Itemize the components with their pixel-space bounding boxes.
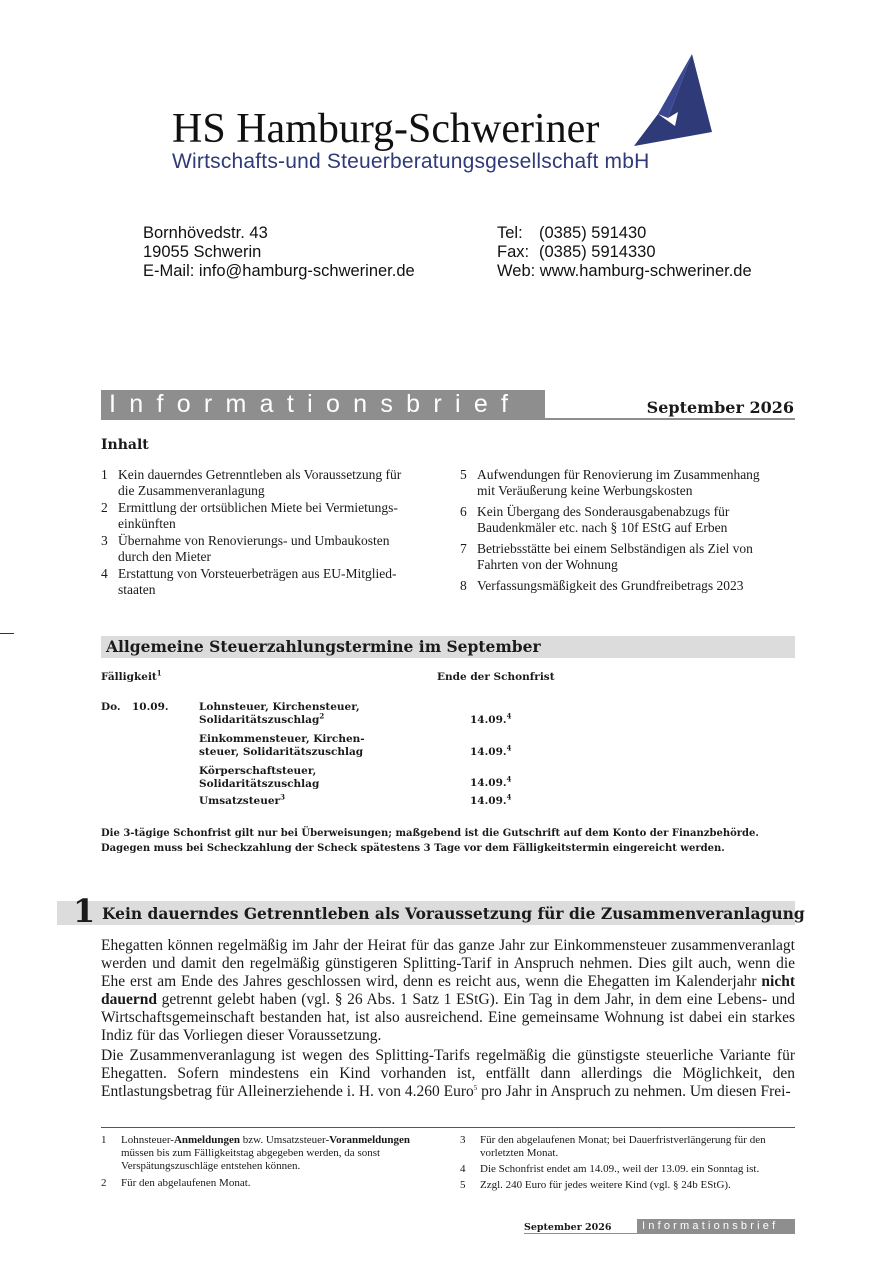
toc-item[interactable] bbox=[460, 578, 795, 594]
text-run: pro Jahr in Anspruch zu nehmen. Um diesen Frei- bbox=[481, 1083, 791, 1100]
tax-row bbox=[199, 765, 319, 791]
title-rule bbox=[101, 418, 795, 420]
toc-line: Betriebsstätte bei einem Selbständigen als Ziel von bbox=[477, 541, 753, 556]
toc-line: Ermittlung der ortsüblichen Miete bei Vermietungs- bbox=[118, 500, 398, 515]
due-date: 10.09. bbox=[132, 701, 169, 713]
footnote-ref: 4 bbox=[506, 743, 512, 753]
web-link[interactable]: Web: www.hamburg-schweriner.de bbox=[497, 262, 752, 280]
footnote-rule bbox=[101, 1127, 795, 1128]
article-heading-bar bbox=[57, 892, 805, 930]
footer-rule bbox=[524, 1233, 795, 1234]
toc-line: Aufwendungen für Renovierung im Zusammenhang bbox=[477, 467, 760, 482]
grace-note bbox=[101, 826, 759, 856]
fax-number: (0385) 5914330 bbox=[539, 243, 656, 261]
toc-line: Kein Übergang des Sonderausgabenabzugs für bbox=[477, 504, 730, 519]
phone-block bbox=[497, 224, 752, 281]
footnote-num: 1 bbox=[101, 1134, 107, 1146]
footnote-ref: 2 bbox=[319, 711, 325, 721]
toc-num: 7 bbox=[460, 541, 467, 556]
grace-date-value: 14.09. bbox=[470, 746, 507, 758]
toc-right-column bbox=[460, 467, 795, 594]
toc-item[interactable] bbox=[460, 467, 795, 504]
tax-type-line: Umsatzsteuer bbox=[199, 795, 281, 807]
footnote-num: 4 bbox=[460, 1163, 466, 1175]
text-run: Lohnsteuer- bbox=[121, 1134, 174, 1146]
toc-item[interactable] bbox=[101, 500, 431, 533]
toc-left-column bbox=[101, 467, 431, 599]
footnote-text: Die Schonfrist endet am 14.09., weil der 13.09. ein Sonntag ist. bbox=[480, 1163, 760, 1175]
tax-row bbox=[199, 701, 360, 727]
tel-number[interactable]: (0385) 591430 bbox=[539, 224, 647, 242]
col-due-label: Fälligkeit bbox=[101, 671, 157, 683]
text-run: Die Zusammenveranlagung ist wegen des Splitting-Tarifs regelmäßig die günstigste steuerliche Variante für Ehegatten. Sofern mindestens ein Kind vorhanden ist, entfällt dann allerdings die Möglichkeit, den Entlastungsbetrag für Alleinerziehende i. H. von 4.260 Euro bbox=[101, 1047, 795, 1100]
toc-line: staaten bbox=[118, 581, 156, 597]
company-subtitle: Wirtschafts-und Steuerberatungsgesellschaft mbH bbox=[172, 150, 650, 173]
tax-type-line: Körperschaftsteuer, bbox=[199, 765, 317, 777]
newsletter-title-bar bbox=[101, 390, 545, 418]
tax-type-line: Solidaritätszuschlag bbox=[199, 778, 320, 790]
toc-item[interactable] bbox=[460, 541, 795, 578]
grace-date bbox=[470, 711, 512, 727]
grace-date-value: 14.09. bbox=[470, 714, 507, 726]
grace-note-line: Die 3-tägige Schonfrist gilt nur bei Überweisungen; maßgebend ist die Gutschrift auf dem Konto der Finanzbehörde. bbox=[101, 828, 759, 839]
due-day: Do. bbox=[101, 701, 121, 713]
address-city: 19055 Schwerin bbox=[143, 243, 262, 261]
toc-num: 3 bbox=[101, 533, 108, 548]
col-due-header bbox=[101, 668, 162, 684]
toc-num: 2 bbox=[101, 500, 108, 515]
article-paragraph bbox=[101, 1047, 795, 1101]
footnote-ref: 3 bbox=[280, 792, 285, 802]
toc-line: die Zusammenveranlagung bbox=[118, 482, 265, 498]
text-run: getrennt gelebt haben (vgl. § 26 Abs. 1 Satz 1 EStG). Ein Tag in dem Jahr, in dem eine Lebens- und Wirtschaftsgemeinschaft bestanden hat, ist also ausreichend. Eine gemeinsame Wohnung ist dabei ein starkes Indiz für das Vorliegen dieser Voraussetzung. bbox=[101, 991, 796, 1044]
tax-type-line: steuer, Solidaritätszuschlag bbox=[199, 746, 364, 758]
footnote-text: Für den abgelaufenen Monat; bei Dauerfristverlängerung für den vorletzten Monat. bbox=[480, 1134, 766, 1159]
toc-num: 1 bbox=[101, 467, 108, 482]
toc-item[interactable] bbox=[460, 504, 795, 541]
footnote-num: 5 bbox=[460, 1179, 466, 1191]
bold-text: nicht dauernd bbox=[101, 973, 795, 1008]
article-paragraph bbox=[101, 937, 795, 1045]
toc-line: Erstattung von Vorsteuerbeträgen aus EU-Mitglied- bbox=[118, 566, 397, 581]
bold-text: Anmeldungen bbox=[173, 1134, 240, 1146]
grace-note-line: Dagegen muss bei Scheckzahlung der Scheck spätestens 3 Tage vor dem Fälligkeitstermin eingereicht werden. bbox=[101, 843, 725, 854]
footnote-ref: 4 bbox=[506, 792, 512, 802]
email-link[interactable]: E-Mail: info@hamburg-schweriner.de bbox=[143, 262, 415, 280]
toc-line: mit Veräußerung keine Werbungskosten bbox=[477, 482, 693, 498]
footer-title-bar bbox=[637, 1219, 795, 1233]
footer-date: September 2026 bbox=[524, 1222, 612, 1233]
bold-text: Voranmeldungen bbox=[329, 1134, 411, 1146]
grace-date bbox=[470, 743, 512, 759]
toc-num: 8 bbox=[460, 578, 467, 593]
text-run: Ehegatten können regelmäßig im Jahr der Heirat für das ganze Jahr zur Einkommensteuer zusammenveranlagt werden und damit den regelmäßig günstigeren Splitting-Tarif in Anspruch nehmen. Dies gilt auch, wenn die Ehe erst am Ende des Jahres geschlossen wird, denn es reicht aus, wenn die Ehegatten im Kalenderjahr bbox=[101, 937, 795, 990]
triangle-logo-icon bbox=[634, 54, 712, 146]
address-street: Bornhövedstr. 43 bbox=[143, 224, 268, 242]
toc-heading: Inhalt bbox=[101, 437, 149, 453]
fax-label: Fax: bbox=[497, 243, 530, 261]
tax-row bbox=[199, 733, 365, 759]
fold-mark bbox=[0, 633, 14, 634]
footnote bbox=[101, 1177, 421, 1190]
footnote-ref: 4 bbox=[506, 774, 512, 784]
footnote-ref: 5 bbox=[473, 1083, 478, 1092]
footnote-ref: 1 bbox=[156, 668, 162, 678]
footnote-text: Für den abgelaufenen Monat. bbox=[121, 1177, 251, 1189]
grace-date-value: 14.09. bbox=[470, 795, 507, 807]
footnotes-right bbox=[460, 1134, 795, 1192]
footnote bbox=[460, 1163, 795, 1176]
text-run: bzw. Umsatzsteuer- bbox=[242, 1134, 330, 1146]
newsletter-date: September 2026 bbox=[646, 398, 794, 417]
article-title: Kein dauerndes Getrenntleben als Voraussetzung für die Zusammenveranlagung bbox=[102, 904, 805, 923]
toc-item[interactable] bbox=[101, 566, 431, 599]
tax-type-line: Einkommensteuer, Kirchen- bbox=[199, 733, 365, 745]
tax-dates-bar bbox=[101, 636, 795, 658]
toc-line: Fahrten von der Wohnung bbox=[477, 556, 618, 572]
toc-line: Baudenkmäler etc. nach § 10f EStG auf Erben bbox=[477, 519, 728, 535]
toc-line: Übernahme von Renovierungs- und Umbaukosten bbox=[118, 533, 390, 548]
footnote-num: 2 bbox=[101, 1177, 107, 1189]
toc-line: einkünften bbox=[118, 515, 176, 531]
grace-date bbox=[470, 774, 512, 790]
tax-dates-heading: Allgemeine Steuerzahlungstermine im September bbox=[106, 637, 541, 656]
footer-title: Informationsbrief bbox=[642, 1220, 779, 1232]
grace-date-value: 14.09. bbox=[470, 777, 507, 789]
footnote-ref: 4 bbox=[506, 711, 512, 721]
footnote-num: 3 bbox=[460, 1134, 466, 1146]
grace-date bbox=[470, 792, 512, 808]
tax-row bbox=[199, 792, 285, 808]
toc-line: durch den Mieter bbox=[118, 548, 211, 564]
tax-type-line: Solidaritätszuschlag bbox=[199, 714, 320, 726]
col-grace-header: Ende der Schonfrist bbox=[437, 671, 555, 683]
tel-label: Tel: bbox=[497, 224, 523, 242]
tax-type-line: Lohnsteuer, Kirchensteuer, bbox=[199, 701, 360, 713]
toc-num: 5 bbox=[460, 467, 467, 482]
footnote bbox=[101, 1134, 421, 1173]
text-run: müssen bis zum Fälligkeitstag abgegeben werden, da sonst Verspätungszuschläge entstehen können. bbox=[121, 1147, 381, 1172]
toc-num: 6 bbox=[460, 504, 467, 519]
article-number: 1 bbox=[73, 892, 96, 930]
toc-item[interactable] bbox=[101, 467, 431, 500]
toc-line: Verfassungsmäßigkeit des Grundfreibetrags 2023 bbox=[477, 578, 744, 593]
footnotes-left bbox=[101, 1134, 421, 1190]
footnote-text: Zzgl. 240 Euro für jedes weitere Kind (vgl. § 24b EStG). bbox=[480, 1179, 731, 1191]
newsletter-title: Informationsbrief bbox=[109, 390, 522, 418]
toc-num: 4 bbox=[101, 566, 108, 581]
address-block bbox=[143, 224, 415, 281]
footnote bbox=[460, 1134, 795, 1160]
footnote bbox=[460, 1179, 795, 1192]
company-name: HS Hamburg-Schweriner bbox=[172, 106, 600, 152]
toc-line: Kein dauerndes Getrenntleben als Voraussetzung für bbox=[118, 467, 402, 482]
toc-item[interactable] bbox=[101, 533, 431, 566]
